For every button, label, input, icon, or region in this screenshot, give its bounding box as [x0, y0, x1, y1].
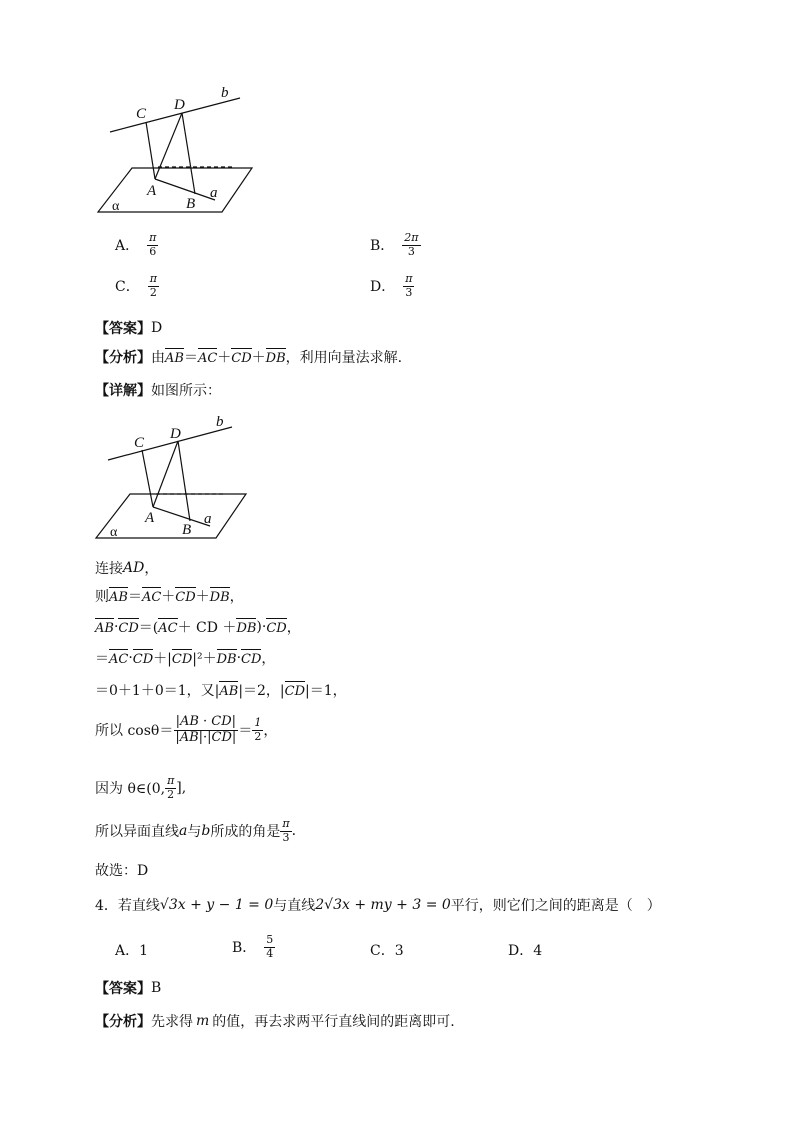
fraction: $\frac{\pi}{3}$ — [282, 817, 290, 844]
fraction: $\frac{\pi}{2}$ — [149, 272, 157, 299]
label-alpha: α — [110, 525, 118, 540]
analysis-line: 【分析】 由 AB ＝ AC ＋ CD ＋ DB ，利用向量法求解. — [95, 350, 403, 366]
fraction: $\frac{|AB \cdot CD|}{|AB|\cdot|CD|}$ — [175, 714, 237, 745]
answer2-line: 【答案】 B — [95, 980, 162, 997]
step-connect: 连接 AD ， — [95, 560, 159, 577]
step-cosine: 所以 cosθ＝ $\frac{|AB \cdot CD|}{|AB|\cdot|CD|}$ ＝ $\frac{1}{2}$ ， — [95, 714, 278, 745]
question-4: 4．若直线 √3x + y − 1 = 0 与直线 2√3x + my + 3 = 0 平行，则它们之间的距离是（ ） — [95, 897, 661, 914]
label-B: B — [186, 196, 196, 212]
analysis2-line: 【分析】 先求得 m 的值，再去求两平行直线间的距离即可. — [95, 1013, 455, 1030]
q4-option-A[interactable]: A．1 — [115, 943, 149, 959]
label-alpha: α — [112, 199, 120, 214]
option-A[interactable]: A． $\frac{\pi}{6}$ — [115, 231, 157, 258]
label-A: A — [147, 183, 157, 199]
answer-line: 【答案】 D — [95, 320, 163, 337]
label-b: b — [221, 85, 229, 101]
detail-line: 【详解】 如图所示： — [95, 383, 221, 399]
label-C: C — [136, 106, 147, 122]
figure-skew-lines-1 — [90, 80, 270, 220]
fraction: $\frac{2\pi}{3}$ — [404, 231, 419, 258]
step-vector-sum: 则 AB ＝ AC ＋ CD ＋ DB ， — [95, 589, 244, 605]
q4-option-D[interactable]: D．4 — [508, 943, 543, 959]
q4-option-B[interactable]: B． $\frac{5}{4}$ — [232, 933, 274, 960]
step-dot-expand: AB · CD ＝( AC ＋ CD ＋ DB )· CD ， — [95, 619, 301, 636]
fraction: $\frac{1}{2}$ — [254, 716, 262, 743]
fraction: $\frac{\pi}{6}$ — [149, 231, 157, 258]
label-B: B — [182, 522, 192, 538]
fraction: $\frac{5}{4}$ — [266, 933, 274, 960]
fraction: $\frac{\pi}{2}$ — [167, 774, 175, 801]
figure-skew-lines-2 — [90, 410, 260, 545]
step-dot-terms: ＝ AC · CD ＋| CD |²＋ DB · CD ， — [95, 650, 276, 667]
option-B[interactable]: B． $\frac{2\pi}{3}$ — [370, 231, 419, 258]
label-D: D — [170, 426, 181, 442]
step-values: ＝0＋1＋0＝1，又| AB |＝2，| CD |＝1， — [95, 683, 347, 699]
step-choice: 故选：D — [95, 863, 149, 879]
q4-option-C[interactable]: C．3 — [370, 943, 404, 959]
option-D[interactable]: D． $\frac{\pi}{3}$ — [370, 272, 413, 299]
label-b: b — [216, 414, 224, 430]
step-conclusion: 所以异面直线 a 与 b 所成的角是 $\frac{\pi}{3}$ . — [95, 817, 297, 844]
option-C[interactable]: C． $\frac{\pi}{2}$ — [115, 272, 157, 299]
label-a: a — [204, 511, 212, 527]
label-D: D — [174, 97, 185, 113]
label-a: a — [210, 185, 218, 201]
label-A: A — [145, 510, 155, 526]
step-theta-range: 因为 θ∈(0, $\frac{\pi}{2}$ ], — [95, 774, 187, 801]
fraction: $\frac{\pi}{3}$ — [405, 272, 413, 299]
label-C: C — [134, 435, 145, 451]
